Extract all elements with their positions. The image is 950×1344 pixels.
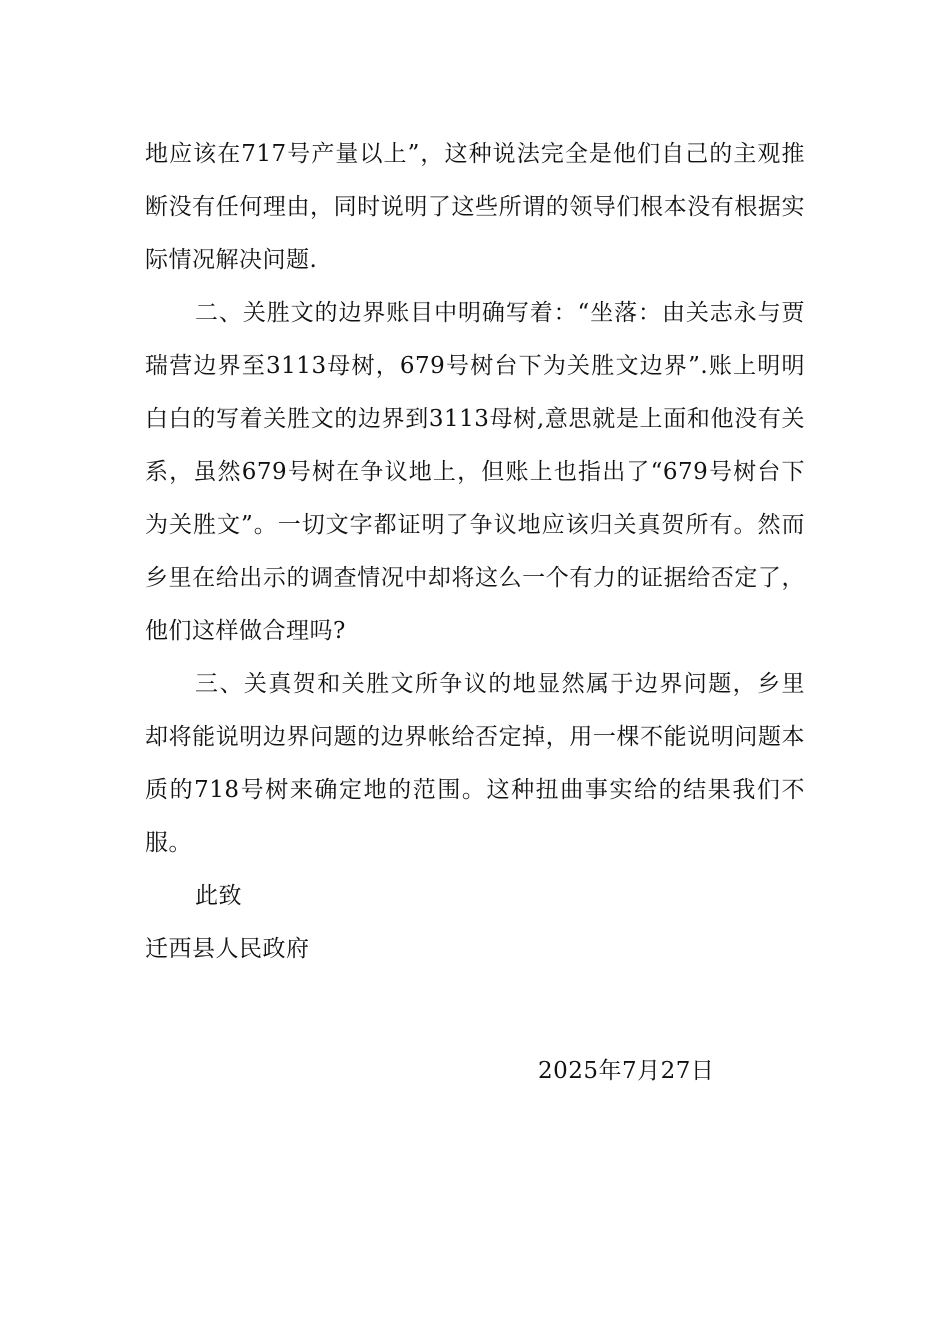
paragraph-point-three: 三、关真贺和关胜文所争议的地显然属于边界问题，乡里却将能说明边界问题的边界帐给否定掉，用一棵不能说明问题本质的718号树来确定地的范围。这种扭曲事实给的结果我们不服。 [145, 671, 805, 856]
paragraph-continuation: 地应该在717号产量以上”，这种说法完全是他们自己的主观推断没有任何理由，同时说明了这些所谓的领导们根本没有根据实际情况解决问题. [145, 141, 805, 273]
letter-closing [145, 870, 310, 976]
paragraph-point-two: 二、关胜文的边界账目中明确写着：“坐落：由关志永与贾瑞营边界至3113母树，679号树台下为关胜文边界”.账上明明白白的写着关胜文的边界到3113母树,意思就是上面和他没有关系，虽然679号树在争议地上，但账上也指出了“679号树台下为关胜文”。一切文字都证明了争议地应该归关真贺所有。然而乡里在给出示的调查情况中却将这么一个有力的证据给否定了，他们这样做合理吗? [145, 300, 805, 644]
recipient: 迁西县人民政府 [145, 936, 310, 962]
letter-date: 2025年7月27日 [538, 1058, 715, 1084]
salutation: 此致 [195, 883, 242, 909]
letter-body [145, 128, 805, 870]
